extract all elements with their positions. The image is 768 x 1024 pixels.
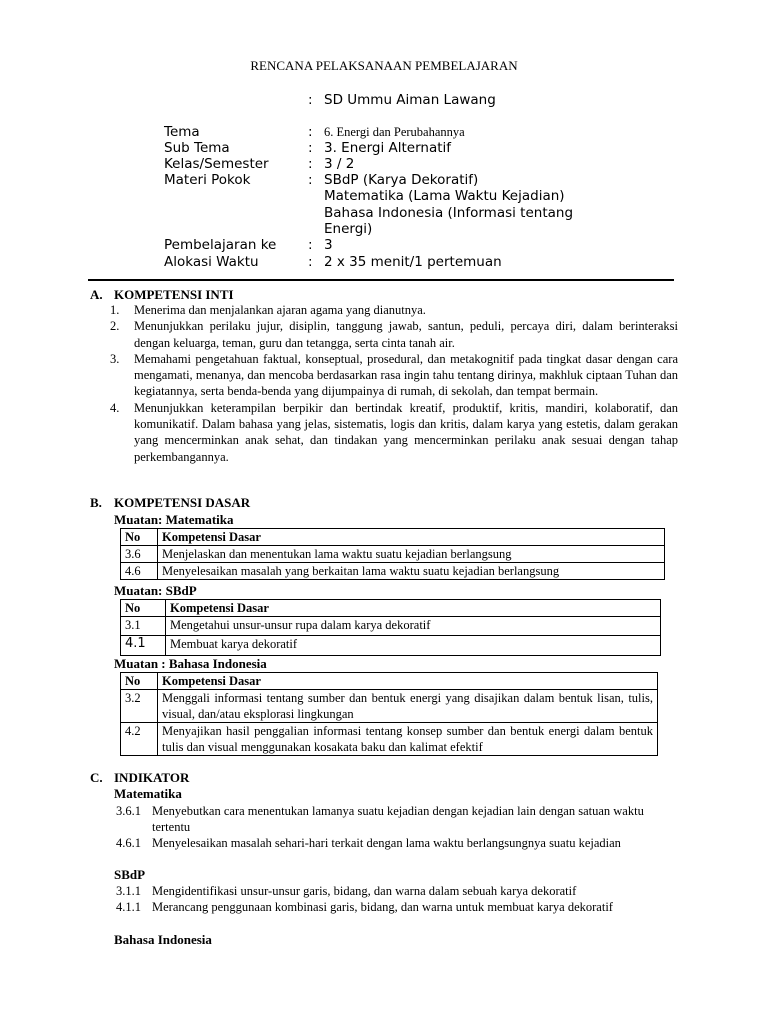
header-colon: : [308, 237, 313, 253]
item-text: Menerima dan menjalankan ajaran agama yang dianutnya. [134, 303, 426, 317]
muatan-matematika-label: Muatan: Matematika [114, 512, 234, 527]
cell-no: 3.1 [121, 617, 166, 636]
item-number: 4. [110, 400, 120, 415]
table-row [121, 546, 665, 563]
item-text: Menunjukkan keterampilan berpikir dan bertindak kreatif, produktif, kritis, mandiri, kolaboratif, dan komunikatif. Dalam bahasa yang jelas, sistematis, logis dan kritis, dalam karya yang estetis, dalam gerakan yang mencerminkan anak sehat, dan tindakan yang mencerminkan perilaku anak sesuai dengan tahap perkembangannya. [134, 400, 678, 464]
cell-no: 4.6 [121, 563, 158, 580]
list-item [110, 318, 678, 351]
header-value: SBdP (Karya Dekoratif) [324, 172, 479, 188]
indikator-item [116, 899, 636, 915]
header-value: 3 [324, 237, 333, 253]
table-row [121, 690, 658, 723]
item-text: Memahami pengetahuan faktual, konseptual, prosedural, dan metakognitif pada tingkat dasar dengan cara mengamati, menanya, dan mencoba berdasarkan rasa ingin tahu tentang dirinya, makhluk ciptaan Tuhan dan kegiatannya, serta benda-benda yang dijumpainya di rumah, di sekolah, dan tempat bermain. [134, 351, 678, 399]
indikator-code: 4.1.1 [116, 900, 141, 914]
cell-kd: Menyelesaikan masalah yang berkaitan lama waktu suatu kejadian berlangsung [158, 563, 665, 580]
table-row [121, 617, 661, 636]
header-colon: : [308, 254, 313, 270]
header-divider [88, 279, 674, 281]
header-colon: : [308, 124, 313, 140]
header-value: 3. Energi Alternatif [324, 140, 452, 156]
header-label: Sub Tema [164, 140, 230, 156]
table-header-row [121, 600, 661, 617]
header-colon: : [308, 140, 313, 156]
indikator-text: Merancang penggunaan kombinasi garis, bidang, dan warna untuk membuat karya dekoratif [152, 900, 613, 914]
list-item [110, 302, 678, 318]
section-title: KOMPETENSI DASAR [114, 495, 251, 510]
col-header-no: No [121, 529, 158, 546]
section-letter: B. [90, 495, 102, 510]
indikator-text: Mengidentifikasi unsur-unsur garis, bidang, dan warna dalam sebuah karya dekoratif [152, 884, 577, 898]
item-number: 1. [110, 303, 120, 317]
header-label: Kelas/Semester [164, 156, 269, 172]
list-item [110, 400, 678, 465]
col-header-no: No [121, 600, 166, 617]
header-value: 2 x 35 menit/1 pertemuan [324, 254, 502, 270]
section-letter: A. [90, 287, 103, 302]
table-row [121, 636, 661, 656]
indikator-item [116, 883, 666, 899]
table-header-row [121, 529, 665, 546]
header-label: Tema [164, 124, 200, 140]
header-value: Energi) [324, 221, 373, 237]
item-number: 2. [110, 319, 120, 334]
kd-sbdp-table [120, 599, 661, 656]
header-label: Materi Pokok [164, 172, 251, 188]
cell-no: 4.1 [121, 636, 166, 656]
item-text: Menunjukkan perilaku jujur, disiplin, tanggung jawab, santun, peduli, percaya diri, dalam berinteraksi dengan keluarga, teman, guru dan tetangga, serta cinta tanah air. [134, 319, 678, 350]
header-value: Matematika (Lama Waktu Kejadian) [324, 188, 565, 204]
cell-kd: Menjelaskan dan menentukan lama waktu suatu kejadian berlangsung [158, 546, 665, 563]
section-letter: C. [90, 770, 103, 785]
col-header-kd: Kompetensi Dasar [158, 529, 665, 546]
header-colon: : [308, 172, 313, 188]
header-value: 3 / 2 [324, 156, 355, 172]
indikator-text: Menyelesaikan masalah sehari-hari terkait dengan lama waktu berlangsungnya suatu kejadian [152, 836, 621, 850]
muatan-bahasa-label: Muatan : Bahasa Indonesia [114, 656, 267, 671]
header-value: 6. Energi dan Perubahannya [324, 125, 465, 139]
cell-kd: Menggali informasi tentang sumber dan bentuk energi yang disajikan dalam bentuk lisan, tulis, visual, dan/atau eksplorasi lingkungan [158, 690, 658, 723]
indikator-text: Menyebutkan cara menentukan lamanya suatu kejadian dengan kejadian lain dengan satuan waktu tertentu [152, 804, 644, 835]
cell-no: 3.6 [121, 546, 158, 563]
list-item [110, 351, 678, 400]
col-header-no: No [121, 673, 158, 690]
section-title: KOMPETENSI INTI [114, 287, 234, 302]
cell-kd: Mengetahui unsur-unsur rupa dalam karya dekoratif [166, 617, 661, 636]
col-header-kd: Kompetensi Dasar [166, 600, 661, 617]
table-row [121, 723, 658, 756]
indikator-code: 3.1.1 [116, 884, 141, 898]
indikator-sbdp-label: SBdP [114, 867, 146, 882]
cell-kd: Membuat karya dekoratif [166, 636, 661, 656]
kd-bahasa-table [120, 672, 658, 756]
school-name: SD Ummu Aiman Lawang [324, 92, 496, 108]
school-colon: : [308, 92, 313, 108]
cell-no: 4.2 [121, 723, 158, 756]
section-title: INDIKATOR [114, 770, 190, 785]
header-label: Pembelajaran ke [164, 237, 277, 253]
table-row [121, 563, 665, 580]
document-title: RENCANA PELAKSANAAN PEMBELAJARAN [250, 58, 518, 73]
cell-no: 3.2 [121, 690, 158, 723]
muatan-sbdp-label: Muatan: SBdP [114, 583, 197, 598]
header-value: Bahasa Indonesia (Informasi tentang [324, 205, 574, 221]
indikator-item [116, 803, 666, 836]
header-label: Alokasi Waktu [164, 254, 259, 270]
indikator-bahasa-label: Bahasa Indonesia [114, 932, 212, 947]
header-colon: : [308, 156, 313, 172]
indikator-item [116, 835, 666, 851]
kompetensi-inti-list [110, 302, 678, 465]
kd-matematika-table [120, 528, 665, 580]
indikator-matematika-label: Matematika [114, 786, 182, 801]
indikator-code: 3.6.1 [116, 804, 141, 818]
col-header-kd: Kompetensi Dasar [158, 673, 658, 690]
table-header-row [121, 673, 658, 690]
cell-kd: Menyajikan hasil penggalian informasi tentang konsep sumber dan bentuk energi dalam bentuk tulis dan visual menggunakan kosakata baku dan kalimat efektif [158, 723, 658, 756]
item-number: 3. [110, 351, 120, 366]
indikator-code: 4.6.1 [116, 836, 141, 850]
